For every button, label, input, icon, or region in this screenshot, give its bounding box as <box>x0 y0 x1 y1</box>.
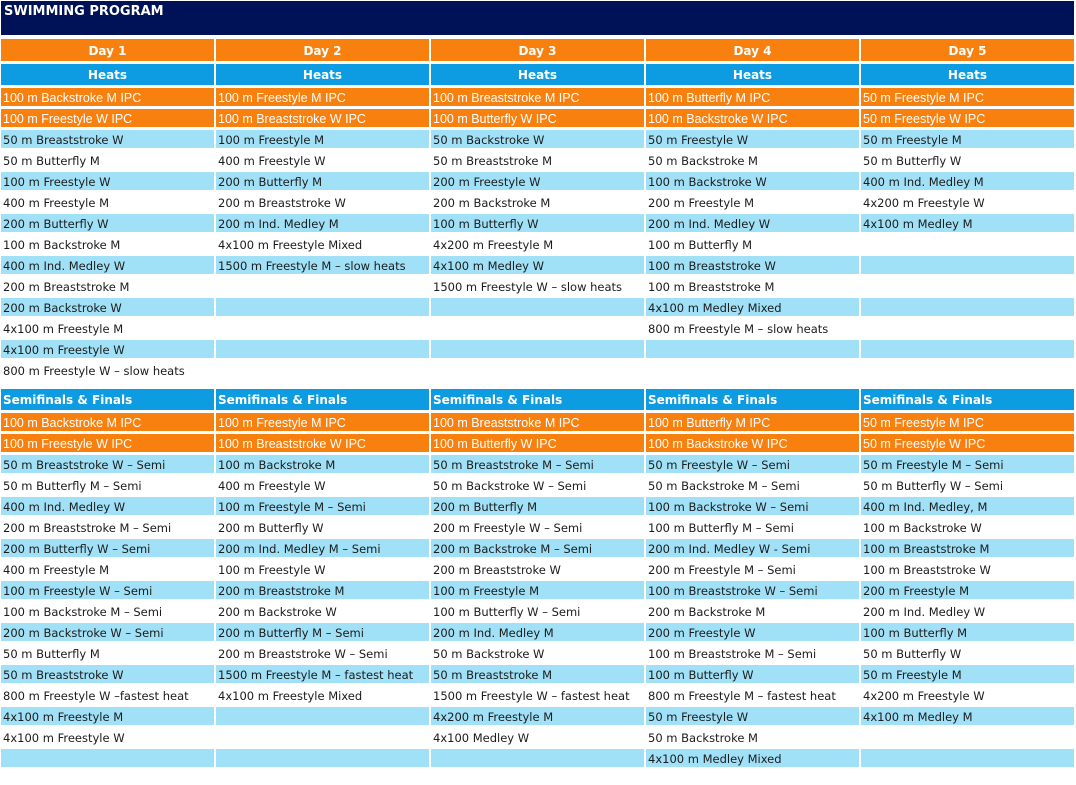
semis-event-row-cell: 50 m Butterfly W – Semi <box>861 476 1074 494</box>
heats-event-row-cell: 100 m Butterfly W IPC <box>431 109 644 127</box>
semis-event-row-cell: 100 m Freestyle M <box>431 581 644 599</box>
semis-event-row-cell: 50 m Butterfly M <box>1 644 214 662</box>
heats-event-row-cell: 50 m Backstroke M <box>646 151 859 169</box>
semis-event-row-cell: 50 m Freestyle W <box>646 707 859 725</box>
semis-header-row-cell: Semifinals & Finals <box>861 389 1074 410</box>
heats-event-row <box>1 193 1075 211</box>
semis-event-row <box>1 707 1075 725</box>
semis-event-row-cell: 400 m Freestyle M <box>1 560 214 578</box>
heats-event-row-cell: 100 m Freestyle W <box>1 172 214 190</box>
semis-event-row <box>1 560 1075 578</box>
heats-event-row-cell: 4x100 m Medley W <box>431 256 644 274</box>
heats-event-row-cell <box>216 298 429 316</box>
semis-event-row-cell: 50 m Backstroke W – Semi <box>431 476 644 494</box>
heats-event-row-cell <box>216 319 429 337</box>
semis-event-row-cell: 100 m Butterfly W IPC <box>431 434 644 452</box>
heats-event-row-cell <box>861 319 1074 337</box>
heats-event-row <box>1 277 1075 295</box>
semis-event-row-cell: 400 m Freestyle W <box>216 476 429 494</box>
semis-event-row-cell: 100 m Breaststroke W <box>861 560 1074 578</box>
semis-event-row <box>1 518 1075 536</box>
semis-event-row-cell: 50 m Freestyle W – Semi <box>646 455 859 473</box>
semis-event-row-cell: 200 m Freestyle M <box>861 581 1074 599</box>
semis-event-row-cell: 200 m Breaststroke M – Semi <box>1 518 214 536</box>
heats-event-row-cell: 50 m Freestyle M IPC <box>861 88 1074 106</box>
semis-event-row <box>1 497 1075 515</box>
semis-event-row-cell: 200 m Butterfly W – Semi <box>1 539 214 557</box>
day-header-row <box>1 39 1075 61</box>
heats-event-row-cell: 100 m Breaststroke W <box>646 256 859 274</box>
day-header-row-cell: Day 5 <box>861 39 1074 61</box>
heats-event-row-cell: 1500 m Freestyle W – slow heats <box>431 277 644 295</box>
heats-event-row-cell: 200 m Ind. Medley W <box>646 214 859 232</box>
heats-event-row-cell <box>431 298 644 316</box>
heats-event-row-cell: 100 m Freestyle M <box>216 130 429 148</box>
semis-event-row-cell: 200 m Freestyle W – Semi <box>431 518 644 536</box>
semis-event-row-cell: 50 m Backstroke M – Semi <box>646 476 859 494</box>
semis-event-row-cell: 4x100 m Freestyle W <box>1 728 214 746</box>
heats-event-row-cell: 100 m Backstroke W IPC <box>646 109 859 127</box>
heats-event-row <box>1 340 1075 358</box>
semis-event-row-cell: 50 m Backstroke W <box>431 644 644 662</box>
heats-event-row <box>1 298 1075 316</box>
heats-event-row-cell: 200 m Ind. Medley M <box>216 214 429 232</box>
semis-event-row <box>1 581 1075 599</box>
heats-event-row <box>1 319 1075 337</box>
semis-event-row <box>1 413 1075 431</box>
heats-event-row-cell <box>216 340 429 358</box>
heats-event-row <box>1 235 1075 253</box>
semis-event-row-cell: 200 m Ind. Medley M <box>431 623 644 641</box>
heats-event-row-cell: 100 m Backstroke M IPC <box>1 88 214 106</box>
heats-event-row-cell: 200 m Backstroke M <box>431 193 644 211</box>
heats-event-row-cell: 400 m Freestyle W <box>216 151 429 169</box>
heats-header-row-cell: Heats <box>216 64 429 85</box>
heats-event-row <box>1 172 1075 190</box>
heats-event-row <box>1 88 1075 106</box>
semis-event-row-cell: 100 m Backstroke M <box>216 455 429 473</box>
heats-event-row-cell: 4x200 m Freestyle W <box>861 193 1074 211</box>
heats-event-row <box>1 256 1075 274</box>
semis-event-row-cell: 50 m Freestyle M – Semi <box>861 455 1074 473</box>
semis-event-row-cell: 4x200 m Freestyle M <box>431 707 644 725</box>
semis-event-row-cell: 100 m Butterfly M <box>861 623 1074 641</box>
semis-event-row-cell: 50 m Freestyle M <box>861 665 1074 683</box>
day-header-row-cell: Day 4 <box>646 39 859 61</box>
heats-event-row-cell: 50 m Freestyle W IPC <box>861 109 1074 127</box>
day-header-row-cell: Day 2 <box>216 39 429 61</box>
semis-event-row-cell: 100 m Freestyle W <box>216 560 429 578</box>
semis-header-row-cell: Semifinals & Finals <box>646 389 859 410</box>
semis-event-row-cell: 100 m Breaststroke M IPC <box>431 413 644 431</box>
heats-event-row-cell <box>646 361 859 379</box>
semis-event-row <box>1 455 1075 473</box>
day-header-row-cell: Day 3 <box>431 39 644 61</box>
heats-event-row-cell <box>861 340 1074 358</box>
heats-event-row-cell: 4x100 m Medley M <box>861 214 1074 232</box>
semis-event-row-cell: 800 m Freestyle M – fastest heat <box>646 686 859 704</box>
semis-event-row-cell: 100 m Backstroke M – Semi <box>1 602 214 620</box>
semis-event-row-cell: 200 m Backstroke M – Semi <box>431 539 644 557</box>
heats-event-row-cell: 4x100 m Freestyle W <box>1 340 214 358</box>
heats-event-row-cell: 50 m Freestyle W <box>646 130 859 148</box>
semis-event-row-cell: 100 m Backstroke W <box>861 518 1074 536</box>
heats-event-row-cell: 100 m Backstroke W <box>646 172 859 190</box>
heats-event-row-cell: 100 m Backstroke M <box>1 235 214 253</box>
semis-event-row-cell: 100 m Freestyle M IPC <box>216 413 429 431</box>
semis-event-row-cell: 100 m Backstroke W IPC <box>646 434 859 452</box>
heats-event-row-cell: 200 m Butterfly W <box>1 214 214 232</box>
heats-event-row <box>1 361 1075 379</box>
semis-event-row-cell: 100 m Breaststroke M <box>861 539 1074 557</box>
heats-event-row-cell: 200 m Breaststroke M <box>1 277 214 295</box>
heats-event-row-cell <box>861 235 1074 253</box>
semis-event-row-cell: 200 m Butterfly M <box>431 497 644 515</box>
heats-event-row-cell: 50 m Breaststroke W <box>1 130 214 148</box>
heats-event-row-cell <box>861 256 1074 274</box>
semis-event-row-cell: 100 m Butterfly W – Semi <box>431 602 644 620</box>
heats-event-row-cell: 100 m Butterfly M IPC <box>646 88 859 106</box>
heats-header-row-cell: Heats <box>431 64 644 85</box>
heats-event-row-cell: 400 m Freestyle M <box>1 193 214 211</box>
semis-event-row <box>1 665 1075 683</box>
heats-event-row-cell: 400 m Ind. Medley M <box>861 172 1074 190</box>
heats-event-row-cell: 200 m Butterfly M <box>216 172 429 190</box>
heats-event-row-cell: 50 m Butterfly W <box>861 151 1074 169</box>
semis-event-row-cell: 400 m Ind. Medley, M <box>861 497 1074 515</box>
heats-event-row-cell: 4x100 m Freestyle Mixed <box>216 235 429 253</box>
semis-event-row-cell: 100 m Breaststroke M – Semi <box>646 644 859 662</box>
semis-event-row-cell: 100 m Freestyle M – Semi <box>216 497 429 515</box>
heats-event-row-cell: 200 m Freestyle W <box>431 172 644 190</box>
heats-event-row-cell <box>431 361 644 379</box>
semis-event-row-cell: 400 m Ind. Medley W <box>1 497 214 515</box>
heats-event-row-cell: 100 m Freestyle W IPC <box>1 109 214 127</box>
semis-header-row-cell: Semifinals & Finals <box>431 389 644 410</box>
semis-event-row-cell <box>216 749 429 767</box>
semis-event-row-cell: 1500 m Freestyle M – fastest heat <box>216 665 429 683</box>
heats-event-row <box>1 214 1075 232</box>
semis-event-row-cell: 4x200 m Freestyle W <box>861 686 1074 704</box>
semis-event-row <box>1 476 1075 494</box>
semis-event-row-cell <box>216 707 429 725</box>
heats-event-row-cell: 800 m Freestyle W – slow heats <box>1 361 214 379</box>
heats-event-row-cell: 100 m Breaststroke M IPC <box>431 88 644 106</box>
heats-event-row <box>1 151 1075 169</box>
semis-header-row-cell: Semifinals & Finals <box>216 389 429 410</box>
heats-event-row-cell <box>431 319 644 337</box>
heats-event-row-cell <box>861 277 1074 295</box>
semis-event-row-cell: 4x100 m Medley Mixed <box>646 749 859 767</box>
semis-event-row-cell: 200 m Breaststroke M <box>216 581 429 599</box>
heats-event-row-cell: 200 m Backstroke W <box>1 298 214 316</box>
semis-event-row-cell: 100 m Backstroke W – Semi <box>646 497 859 515</box>
heats-event-row-cell: 100 m Breaststroke W IPC <box>216 109 429 127</box>
semis-event-row <box>1 623 1075 641</box>
heats-event-row-cell: 4x100 m Freestyle M <box>1 319 214 337</box>
heats-header-row <box>1 64 1075 85</box>
semis-event-row-cell: 50 m Breaststroke M – Semi <box>431 455 644 473</box>
heats-event-row-cell <box>861 298 1074 316</box>
semis-header-row <box>1 389 1075 410</box>
semis-event-row-cell <box>431 749 644 767</box>
heats-event-row-cell: 800 m Freestyle M – slow heats <box>646 319 859 337</box>
semis-event-row-cell: 50 m Breaststroke W – Semi <box>1 455 214 473</box>
heats-header-row-cell: Heats <box>646 64 859 85</box>
heats-event-row-cell: 50 m Freestyle M <box>861 130 1074 148</box>
semis-event-row <box>1 644 1075 662</box>
semis-event-row-cell: 200 m Breaststroke W <box>431 560 644 578</box>
semis-event-row-cell: 50 m Freestyle W IPC <box>861 434 1074 452</box>
semis-header-row-cell: Semifinals & Finals <box>1 389 214 410</box>
semis-event-row <box>1 749 1075 767</box>
heats-event-row-cell <box>216 277 429 295</box>
semis-event-row-cell: 200 m Ind. Medley W <box>861 602 1074 620</box>
heats-event-row-cell: 200 m Freestyle M <box>646 193 859 211</box>
heats-event-row-cell <box>431 340 644 358</box>
semis-event-row-cell: 100 m Butterfly M – Semi <box>646 518 859 536</box>
semis-event-row-cell: 200 m Butterfly W <box>216 518 429 536</box>
heats-event-row-cell <box>216 361 429 379</box>
semis-event-row-cell: 100 m Breaststroke W – Semi <box>646 581 859 599</box>
semis-event-row <box>1 686 1075 704</box>
heats-event-row-cell: 100 m Butterfly M <box>646 235 859 253</box>
semis-event-row-cell <box>216 728 429 746</box>
page-title: SWIMMING PROGRAM <box>1 1 1074 35</box>
semis-event-row-cell: 4x100 m Freestyle M <box>1 707 214 725</box>
heats-event-row-cell <box>861 361 1074 379</box>
semis-event-row-cell <box>861 749 1074 767</box>
heats-event-row-cell: 100 m Breaststroke M <box>646 277 859 295</box>
semis-event-row-cell: 200 m Freestyle W <box>646 623 859 641</box>
semis-event-row-cell: 200 m Butterfly M – Semi <box>216 623 429 641</box>
heats-event-row-cell: 100 m Freestyle M IPC <box>216 88 429 106</box>
semis-event-row-cell: 100 m Freestyle W – Semi <box>1 581 214 599</box>
semis-event-row-cell: 200 m Ind. Medley M – Semi <box>216 539 429 557</box>
heats-event-row-cell: 200 m Breaststroke W <box>216 193 429 211</box>
semis-event-row-cell: 100 m Butterfly M IPC <box>646 413 859 431</box>
semis-event-row-cell: 4x100 Medley W <box>431 728 644 746</box>
semis-event-row <box>1 728 1075 746</box>
heats-event-row <box>1 130 1075 148</box>
semis-event-row-cell: 800 m Freestyle W –fastest heat <box>1 686 214 704</box>
semis-event-row-cell: 4x100 m Medley M <box>861 707 1074 725</box>
semis-event-row-cell: 100 m Breaststroke W IPC <box>216 434 429 452</box>
semis-event-row-cell: 1500 m Freestyle W – fastest heat <box>431 686 644 704</box>
semis-event-row-cell: 200 m Backstroke M <box>646 602 859 620</box>
semis-event-row-cell: 50 m Breaststroke W <box>1 665 214 683</box>
semis-event-row-cell: 100 m Backstroke M IPC <box>1 413 214 431</box>
semis-event-row-cell: 200 m Backstroke W – Semi <box>1 623 214 641</box>
semis-event-row-cell: 4x100 m Freestyle Mixed <box>216 686 429 704</box>
heats-event-row-cell: 50 m Breaststroke M <box>431 151 644 169</box>
semis-event-row-cell: 50 m Butterfly W <box>861 644 1074 662</box>
semis-event-row <box>1 539 1075 557</box>
semis-event-row-cell: 200 m Breaststroke W – Semi <box>216 644 429 662</box>
semis-event-row-cell: 200 m Freestyle M – Semi <box>646 560 859 578</box>
semis-event-row-cell <box>1 749 214 767</box>
heats-event-row-cell: 400 m Ind. Medley W <box>1 256 214 274</box>
semis-event-row-cell: 50 m Butterfly M – Semi <box>1 476 214 494</box>
heats-event-row-cell: 4x100 m Medley Mixed <box>646 298 859 316</box>
semis-event-row <box>1 602 1075 620</box>
heats-event-row-cell: 1500 m Freestyle M – slow heats <box>216 256 429 274</box>
semis-event-row-cell: 50 m Breaststroke M <box>431 665 644 683</box>
semis-event-row-cell <box>861 728 1074 746</box>
semis-event-row-cell: 50 m Freestyle M IPC <box>861 413 1074 431</box>
semis-event-row-cell: 200 m Backstroke W <box>216 602 429 620</box>
semis-event-row-cell: 100 m Butterfly W <box>646 665 859 683</box>
heats-event-row <box>1 109 1075 127</box>
semis-event-row <box>1 434 1075 452</box>
semis-event-row-cell: 100 m Freestyle W IPC <box>1 434 214 452</box>
semis-event-row-cell: 200 m Ind. Medley W - Semi <box>646 539 859 557</box>
heats-header-row-cell: Heats <box>861 64 1074 85</box>
heats-event-row-cell: 50 m Backstroke W <box>431 130 644 148</box>
heats-event-row-cell <box>646 340 859 358</box>
heats-header-row-cell: Heats <box>1 64 214 85</box>
semis-event-row-cell: 50 m Backstroke M <box>646 728 859 746</box>
day-header-row-cell: Day 1 <box>1 39 214 61</box>
heats-event-row-cell: 100 m Butterfly W <box>431 214 644 232</box>
heats-event-row-cell: 4x200 m Freestyle M <box>431 235 644 253</box>
heats-event-row-cell: 50 m Butterfly M <box>1 151 214 169</box>
